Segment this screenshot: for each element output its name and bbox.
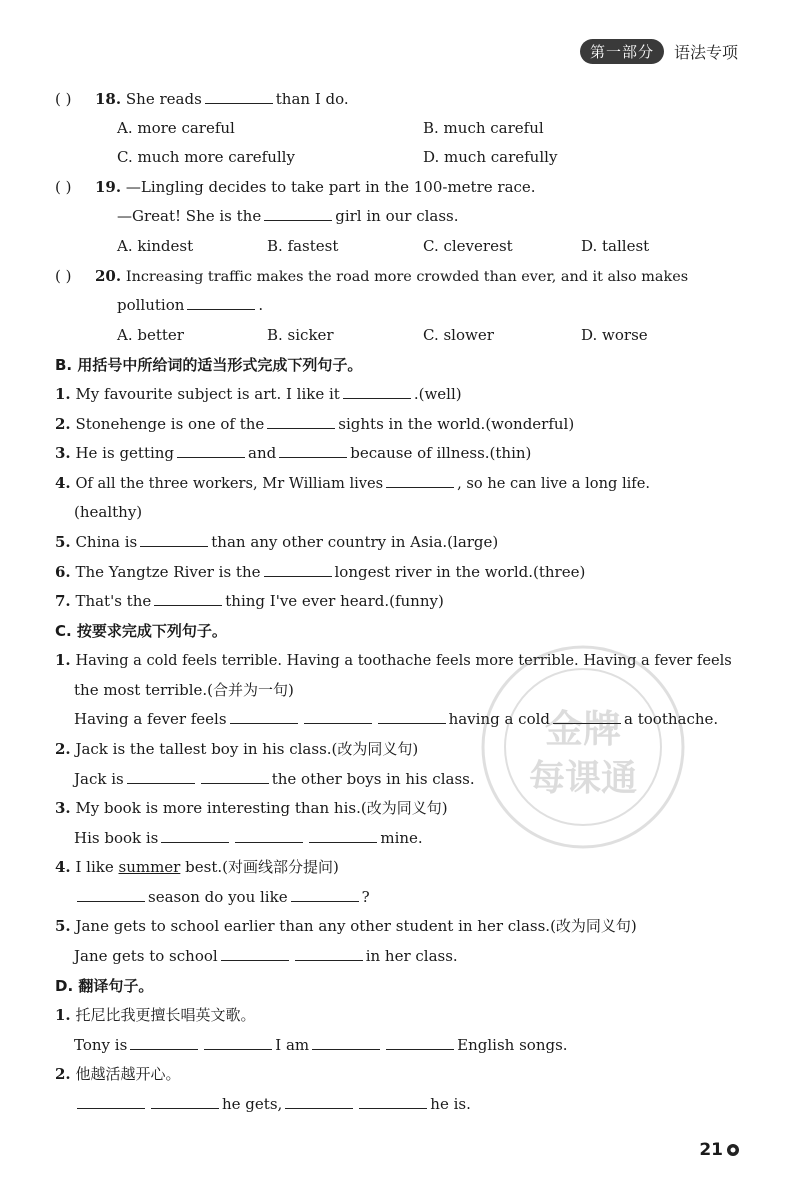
answer-blank[interactable] xyxy=(304,708,372,724)
section-b-item-1: 1. My favourite subject is art. I like it .(well) xyxy=(55,385,462,403)
answer-blank[interactable] xyxy=(279,442,347,458)
section-d-title: D. 翻译句子。 xyxy=(55,977,154,995)
page-header xyxy=(580,38,738,64)
answer-blank[interactable] xyxy=(312,1034,380,1050)
section-d-item-1: 1. 托尼比我更擅长唱英文歌。 xyxy=(55,1006,256,1024)
section-d-item-1-answer: Tony is I am English songs. xyxy=(74,1036,568,1054)
section-c-title: C. 按要求完成下列句子。 xyxy=(55,622,227,640)
option-c: C. slower xyxy=(423,326,494,344)
section-name: 语法专项 xyxy=(673,42,738,62)
answer-blank[interactable] xyxy=(77,886,145,902)
option-d: D. tallest xyxy=(581,237,650,255)
answer-blank[interactable] xyxy=(359,1093,427,1109)
answer-blank[interactable] xyxy=(343,383,411,399)
option-a: A. kindest xyxy=(117,237,194,255)
section-b-item-5: 5. China is than any other country in Asia.(large) xyxy=(55,533,499,551)
option-b: B. much careful xyxy=(423,119,544,137)
answer-blank[interactable] xyxy=(264,561,332,577)
section-d-item-2: 2. 他越活越开心。 xyxy=(55,1065,181,1083)
option-c: C. cleverest xyxy=(423,237,513,255)
part-badge: 第一部分 xyxy=(580,39,664,64)
section-c-item-1: 1. Having a cold feels terrible. Having a toothache feels more terrible. Having a fever feels xyxy=(55,651,732,669)
answer-blank[interactable] xyxy=(201,768,269,784)
section-b-item-3: 3. He is getting and because of illness.(thin) xyxy=(55,444,532,462)
option-d: D. much carefully xyxy=(423,148,558,166)
option-c: C. much more carefully xyxy=(117,148,295,166)
section-d-item-2-answer: he gets, he is. xyxy=(74,1093,471,1115)
page-number: 21 xyxy=(699,1140,740,1160)
answer-blank[interactable] xyxy=(285,1093,353,1109)
answer-blank[interactable] xyxy=(553,708,621,724)
option-a: A. more careful xyxy=(117,119,235,137)
section-b-title: B. 用括号中所给词的适当形式完成下列句子。 xyxy=(55,356,363,374)
answer-blank[interactable] xyxy=(378,708,446,724)
section-b-item-6: 6. The Yangtze River is the longest river in the world.(three) xyxy=(55,563,586,581)
answer-blank[interactable] xyxy=(130,1034,198,1050)
answer-blank[interactable] xyxy=(309,827,377,843)
answer-blank[interactable] xyxy=(205,88,273,104)
answer-blank[interactable] xyxy=(154,590,222,606)
answer-blank[interactable] xyxy=(235,827,303,843)
answer-blank[interactable] xyxy=(151,1093,219,1109)
watermark-stamp xyxy=(478,642,688,852)
answer-blank[interactable] xyxy=(230,708,298,724)
section-c-item-5: 5. Jane gets to school earlier than any other student in her class.(改为同义句) xyxy=(55,917,637,935)
section-c-item-2-answer: Jack is the other boys in his class. xyxy=(74,770,475,788)
question-19: ( ) 19. —Lingling decides to take part in the 100-metre race. xyxy=(55,178,536,196)
option-a: A. better xyxy=(117,326,184,344)
section-c-item-4-answer: season do you like ? xyxy=(74,886,370,908)
question-19-reply: —Great! She is the girl in our class. xyxy=(117,207,459,225)
watermark-line1: 金牌 xyxy=(544,707,622,751)
option-d: D. worse xyxy=(581,326,648,344)
section-b-item-4: 4. Of all the three workers, Mr William lives , so he can live a long life. xyxy=(55,474,650,492)
answer-blank[interactable] xyxy=(386,472,454,488)
answer-blank[interactable] xyxy=(177,442,245,458)
section-b-item-4-cont: (healthy) xyxy=(74,503,143,521)
question-20-cont: pollution . xyxy=(117,296,264,314)
underlined-word: summer xyxy=(118,858,181,876)
answer-blank[interactable] xyxy=(221,945,289,961)
section-b-item-2: 2. Stonehenge is one of the sights in the world.(wonderful) xyxy=(55,415,575,433)
question-18: ( ) 18. She reads than I do. xyxy=(55,90,349,108)
answer-blank[interactable] xyxy=(187,294,255,310)
answer-blank[interactable] xyxy=(291,886,359,902)
option-b: B. sicker xyxy=(267,326,334,344)
section-c-item-2: 2. Jack is the tallest boy in his class.(改为同义句) xyxy=(55,740,419,758)
section-b-item-7: 7. That's the thing I've ever heard.(funny) xyxy=(55,592,444,610)
section-c-item-5-answer: Jane gets to school in her class. xyxy=(74,947,458,965)
section-c-item-3-answer: His book is mine. xyxy=(74,829,423,847)
question-20: ( ) 20. Increasing traffic makes the road more crowded than ever, and it also makes xyxy=(55,267,689,285)
section-c-item-1-cont: the most terrible.(合并为一句) xyxy=(74,681,294,699)
section-c-item-1-answer: Having a fever feels having a cold a toothache. xyxy=(74,710,719,728)
watermark-line2: 每课通 xyxy=(528,758,638,799)
section-c-item-3: 3. My book is more interesting than his.(改为同义句) xyxy=(55,799,448,817)
flower-icon xyxy=(726,1143,740,1157)
answer-blank[interactable] xyxy=(140,531,208,547)
answer-blank[interactable] xyxy=(204,1034,272,1050)
section-c-item-4: 4. I like summer best.(对画线部分提问) xyxy=(55,858,339,876)
answer-blank[interactable] xyxy=(77,1093,145,1109)
answer-blank[interactable] xyxy=(267,413,335,429)
answer-blank[interactable] xyxy=(295,945,363,961)
answer-blank[interactable] xyxy=(161,827,229,843)
answer-blank[interactable] xyxy=(127,768,195,784)
answer-blank[interactable] xyxy=(264,205,332,221)
answer-blank[interactable] xyxy=(386,1034,454,1050)
option-b: B. fastest xyxy=(267,237,339,255)
